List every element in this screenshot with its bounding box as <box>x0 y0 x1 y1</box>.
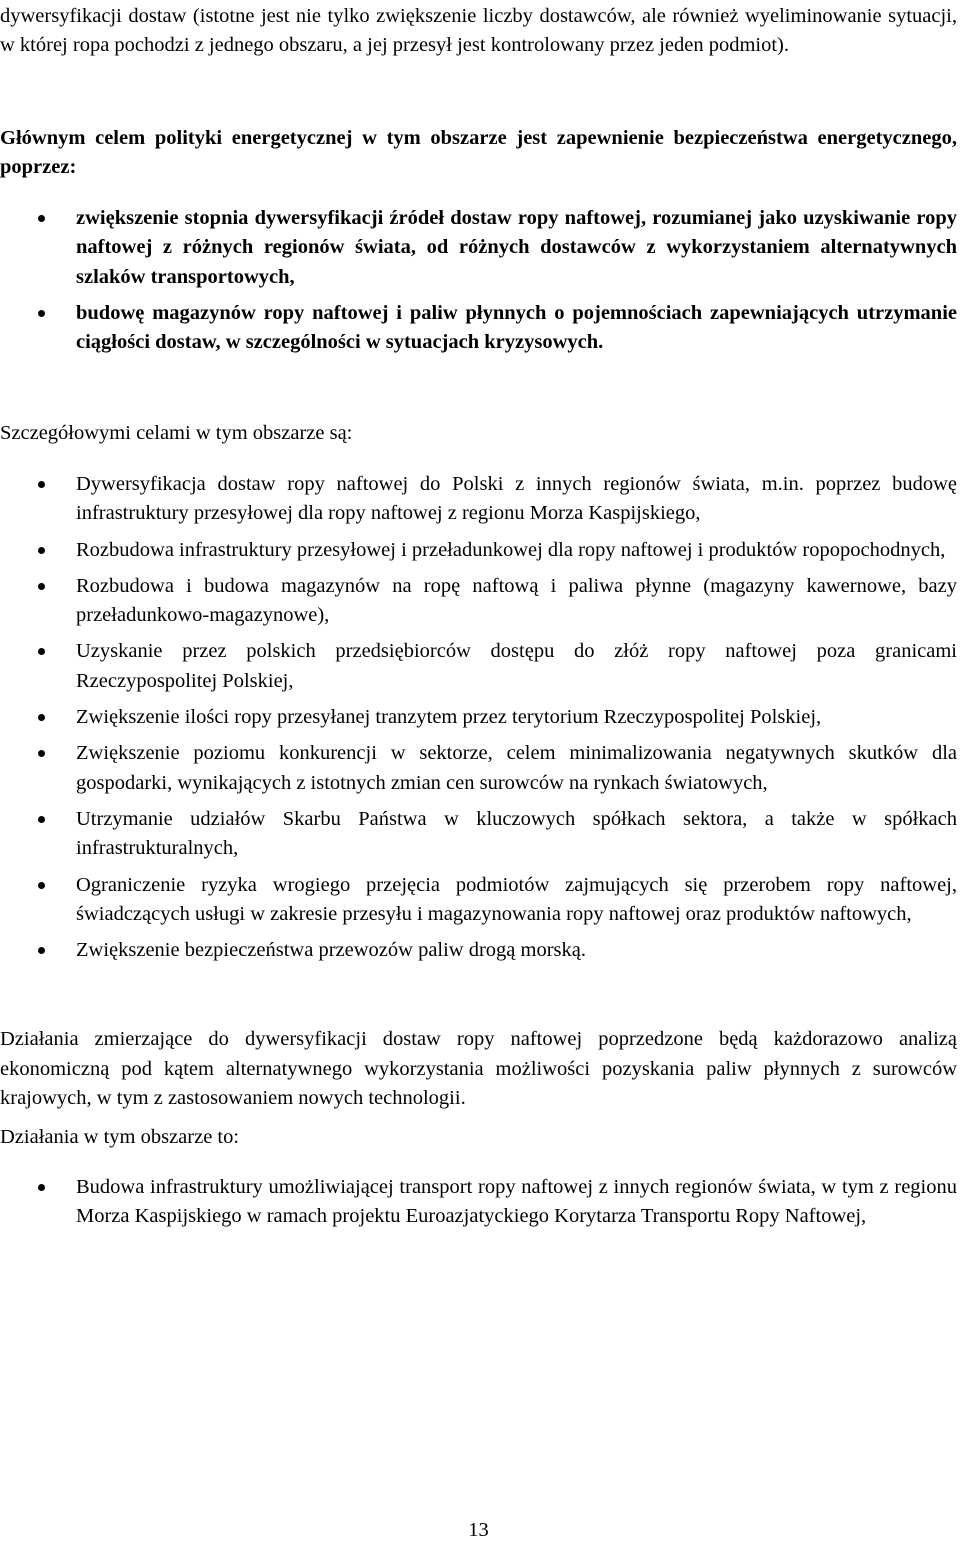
list-item-text: Zwiększenie bezpieczeństwa przewozów paliw drogą morską. <box>76 939 587 962</box>
bullet-icon <box>38 1184 45 1191</box>
list-item <box>0 936 957 965</box>
actions-heading: Działania w tym obszarze to: <box>0 1126 240 1149</box>
list-item-text: Ograniczenie ryzyka wrogiego przejęcia podmiotów zajmujących się przerobem ropy naftowej, świadczących usługi w zakresie przesyłu i magazynowania ropy naftowej oraz produktów naftowych, <box>76 873 957 925</box>
list-item-text: zwiększenie stopnia dywersyfikacji źródeł dostaw ropy naftowej, rozumianej jako uzyskiwanie ropy naftowej z różnych regionów świata, od różnych dostawców z wykorzystaniem alternatywnych szlaków transportowych, <box>76 207 957 288</box>
list-item-text: Budowa infrastruktury umożliwiającej transport ropy naftowej z innych regionów świata, w tym z regionu Morza Kaspijskiego w ramach projektu Euroazjatyckiego Korytarza Transportu Ropy Naftowej, <box>76 1175 957 1227</box>
bullet-icon <box>38 481 45 488</box>
page-number: 13 <box>468 1519 489 1541</box>
list-item <box>0 299 957 358</box>
list-item-text: Zwiększenie poziomu konkurencji w sektorze, celem minimalizowania negatywnych skutków dla gospodarki, wynikających z istotnych zmian cen surowców na rynkach światowych, <box>76 742 957 794</box>
list-item <box>0 871 957 930</box>
bullet-icon <box>38 310 45 317</box>
list-item <box>0 739 957 798</box>
list-item <box>0 637 957 696</box>
main-goal-paragraph: Głównym celem polityki energetycznej w tym obszarze jest zapewnienie bezpieczeństwa energetycznego, poprzez: <box>0 126 957 178</box>
list-item-text: Zwiększenie ilości ropy przesyłanej tranzytem przez terytorium Rzeczypospolitej Polskiej, <box>76 706 822 729</box>
list-item <box>0 805 957 864</box>
detailed-goals-list <box>0 470 957 965</box>
list-item-text: Dywersyfikacja dostaw ropy naftowej do Polski z innych regionów świata, m.in. poprzez budowę infrastruktury przesyłowej dla ropy naftowej z regionu Morza Kaspijskiego, <box>76 472 957 525</box>
bullet-icon <box>38 547 45 554</box>
detailed-goals-heading: Szczegółowymi celami w tym obszarze są: <box>0 421 353 444</box>
list-item-text: Utrzymanie udziałów Skarbu Państwa w kluczowych spółkach sektora, a także w spółkach infrastrukturalnych, <box>76 807 957 860</box>
actions-analysis-paragraph: Działania zmierzające do dywersyfikacji dostaw ropy naftowej poprzedzone będą każdorazowo analizą ekonomiczną pod kątem alternatywnego wykorzystania możliwości pozyskania paliw płynnych z surowców krajowych, w tym z zastosowaniem nowych technologii. <box>0 1028 957 1110</box>
list-item-text: budowę magazynów ropy naftowej i paliw płynnych o pojemnościach zapewniających utrzymanie ciągłości dostaw, w szczególności w sytuacjach kryzysowych. <box>76 302 957 354</box>
list-item <box>0 572 957 631</box>
list-item-text: Rozbudowa i budowa magazynów na ropę naftową i paliwa płynne (magazyny kawernowe, bazy przeładunkowo-magazynowe), <box>76 574 957 627</box>
bullet-icon <box>38 215 45 222</box>
bullet-icon <box>38 583 45 590</box>
bullet-icon <box>38 947 45 954</box>
bullet-icon <box>38 648 45 655</box>
bullet-icon <box>38 714 45 721</box>
list-item <box>0 536 957 565</box>
list-item <box>0 1173 957 1232</box>
intro-continuation-paragraph: dywersyfikacji dostaw (istotne jest nie tylko zwiększenie liczby dostawców, ale również wyeliminowanie sytuacji, w której ropa pochodzi z jednego obszaru, a jej przesył jest kontrolowany przez jeden podmiot). <box>0 5 957 57</box>
bullet-icon <box>38 882 45 889</box>
bullet-icon <box>38 816 45 823</box>
bullet-icon <box>38 750 45 757</box>
main-goal-list <box>0 204 957 357</box>
list-item-text: Uzyskanie przez polskich przedsiębiorców dostępu do złóż ropy naftowej poza granicami Rzeczypospolitej Polskiej, <box>76 640 957 692</box>
list-item <box>0 703 957 732</box>
list-item <box>0 204 957 292</box>
list-item-text: Rozbudowa infrastruktury przesyłowej i przeładunkowej dla ropy naftowej i produktów ropopochodnych, <box>76 538 946 561</box>
list-item <box>0 470 957 529</box>
actions-list <box>0 1173 957 1232</box>
